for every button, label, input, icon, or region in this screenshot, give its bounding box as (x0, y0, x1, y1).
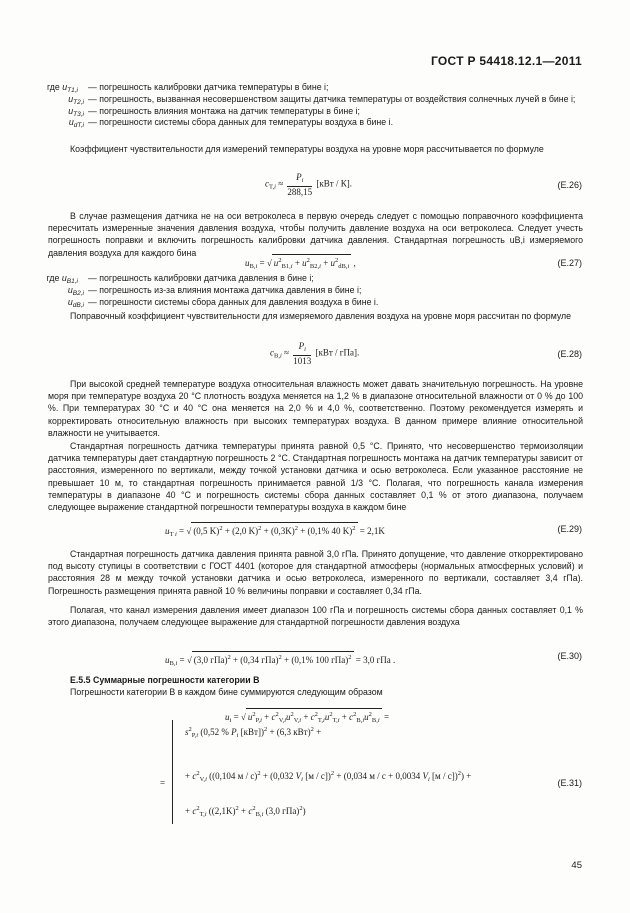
equation-number: (E.30) (557, 651, 582, 661)
equation-number: (E.26) (557, 180, 582, 190)
page-number: 45 (571, 860, 582, 871)
paragraph: Полагая, что канал измерения давления имеет диапазон 100 гПа и погрешность системы сбора данных составляет 0,1 % этого диапазона, получаем следующее выражение для стандартной погрешности давления воздуха (48, 605, 583, 628)
definitions-pressure (48, 273, 583, 308)
formula-e28: $c_{B,i}$ ≈ $\frac{P_i}{1013}$ [кВт / гПа]. (270, 341, 360, 366)
formula-e29: $u_{T i}$ = √ (0,5 K)$^2$ + (2,0 $K)^2 + (0,3K)^2 + (0,1\%$ 40 K)$^2$ = 2,1K (165, 522, 385, 538)
paragraph: Коэффициент чувствительности для измерений температуры воздуха на уровне моря рассчитывается по формуле (70, 144, 544, 154)
equation-number: (E.27) (557, 258, 582, 268)
definition-item: где $u_{B1,i}$ — погрешность калибровки датчика давления в бине i; (46, 273, 314, 285)
formula-e31-line1: $s^2_{P,i}$ (0,52 % $P_i$ [кВт])$^2$ + (6,3 кВт)$^2$ + (185, 726, 322, 739)
section: Е.5.5 Суммарные погрешности категории В Погрешности категории В в каждом бине суммируются следующим образом (48, 674, 583, 698)
formula-e31-line3: + $c^2_{T,i}$ ($(2,1K)^2 + c^2_{B,i}$ (3,0 гПа)$^2$) (185, 805, 306, 818)
definitions-temperature (48, 82, 583, 129)
definition-item: $u_{T3,i}$ — погрешность влияния монтажа на датчик температуры в бине i; (68, 105, 360, 118)
definition-item: $u_{T2,i}$ — погрешность, вызванная несовершенством защиты датчика температуры от воздействия солнечных лучей в бине i; (68, 93, 576, 106)
radical-bracket (172, 720, 181, 824)
formula-ui: $u_i$ = √ $u^2_{P,i} + c^2_{V,i}u^2_{V,i} + c^2_{T,i}u^2_{T,i} + c^2_{B,i}u^2_{B,i}$ = (225, 708, 389, 726)
formula-e27: $u_{B,i}$ = √ $u^2_{B1,i} + u^2_{B2,i} + u^2_{dB,i}$ , (245, 254, 356, 272)
formula-e26: $c_{T,i}$ ≈ $\frac{P_i}{288,15}$ [кВт / К]. (265, 172, 352, 197)
equals-sign: = (160, 778, 166, 788)
paragraph: Стандартная погрешность датчика давления принята равной 3,0 гПа. Принято допущение, что давление откорректировано под высоту ступицы в соответствии с ГОСТ 4401 (которое для стандартной атмосферы (нормальных атмосферных условий) и расстояния 28 м между точкой установки датчика и осью ветроколеса, измеренного по вертикали, составляет 3,4 гПа). Погрешность размещения принята равной 10 % величины поправки и составляет 0,34 гПа. (48, 549, 583, 596)
formula-e31-line2: + $c^2_{V,i}$ ((0,104 м / с)$^2$ + (0,032 $V_i$ [м / с])$^2$ + (0,034 м / с + 0,0034 $V_i$ [м / с])$^2$) + (185, 770, 472, 783)
equation-number: (E.28) (557, 349, 582, 359)
paragraph: При высокой средней температуре воздуха относительная влажность может давать значительную погрешность. На уровне моря при температуре воздуха 20 °С плотность воздуха меняется на 1,2 % в диапазоне относительной влажности от 0 % до 100 %. При температурах 30 °С и 40 °С она меняется на 2,0 % и 4,0 %, соответственно. Поэтому рекомендуется измерять и корректировать относительную влажность при высоких температурах воздуха. В данном примере влияние относительной влажности не учитывается. (48, 379, 583, 438)
definition-item: $u_{dT,i}$ — погрешности системы сбора данных для температуры воздуха в бине i. (68, 117, 394, 130)
paragraph: Поправочный коэффициент чувствительности для измеряемого давления воздуха на уровне моря рассчитан по формуле (70, 311, 572, 321)
definition-item: где $u_{T1,i}$ — погрешность калибровки датчика температуры в бине i; (46, 82, 329, 94)
formula-e30: $u_{B,i}$ = √ (3,0 гПа)$^2$ + (0,34 гПа)$^2$ + (0,1% 100 гПа)$^2$ = 3,0 гПа . (165, 651, 395, 667)
definition-item: $u_{B2,i}$ — погрешность из-за влияния монтажа датчика давления в бине i; (67, 284, 362, 297)
section-title: Е.5.5 Суммарные погрешности категории В (70, 675, 260, 685)
document-header: ГОСТ Р 54418.12.1—2011 (430, 54, 582, 68)
paragraph: В случае размещения датчика не на оси ветроколеса в первую очередь следует с помощью поправочного коэффициента пересчитать измеренные значения давления воздуха, чтобы получить давление воздуха на оси ветроколеса. Следует учесть погрешность поправки и включить погрешность калибровки датчика давления. Стандартная погрешность uB,i измеряемого давления воздуха для каждого бина (48, 211, 583, 258)
equation-number: (E.29) (557, 524, 582, 534)
definition-item: $u_{dB,i}$ — погрешности системы сбора данных для давления воздуха в бине i. (67, 296, 379, 309)
equation-number: (E.31) (557, 778, 582, 788)
paragraph: Стандартная погрешность датчика температуры принята равной 0,5 °С. Принято, что несовершенство термоизоляции датчика температуры дает стандартную погрешность 2 °С. Стандартная погрешность монтажа на датчик температуры зависит от расстояния, измеренного по вертикали, между точкой установки датчика и осью ветроколеса. Если указанное расстояние не превышает 10 м, то стандартная погрешность принимается равной 1/3 °С. Полагая, что погрешность канала измерения температуры в диапазоне 40 °С и погрешность системы сбора данных составляет 0,1 % от этого диапазона, получаем следующее выражение стандартной погрешности температуры воздуха в каждом бине (48, 441, 583, 513)
